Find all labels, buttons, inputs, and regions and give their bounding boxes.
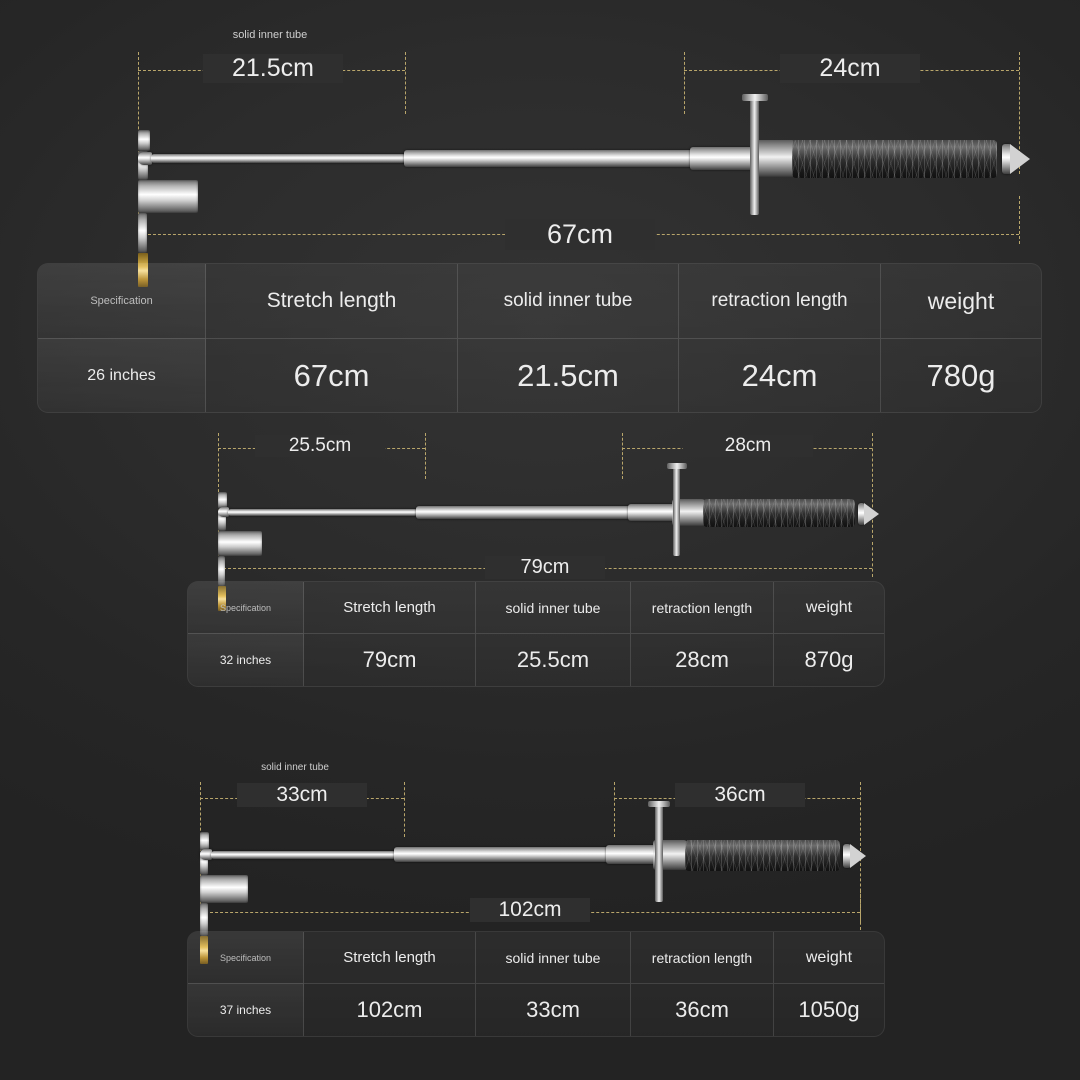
baton-grip-2 <box>703 499 855 527</box>
baton-graphic-26in <box>138 130 1018 205</box>
spec-header-stretch-length-2: Stretch length <box>304 582 476 634</box>
baton-crossguard-vertical-2 <box>673 464 680 556</box>
dim-label-left-1: 21.5cm <box>203 54 343 83</box>
dim-label-right-1: 24cm <box>780 54 920 83</box>
spec-value-weight-1: 780g <box>926 357 996 393</box>
spec-value-weight-3: 1050g <box>798 997 860 1022</box>
dim-tick-right-2a <box>622 433 623 479</box>
baton-point-tip-3 <box>850 844 866 868</box>
spec-table-32in <box>188 582 884 686</box>
baton-point-tip-2 <box>864 503 879 525</box>
baton-grip <box>792 140 997 178</box>
spec-header-retraction-length-1: retraction length <box>679 264 881 339</box>
dim-tick-left-1b <box>405 52 406 114</box>
baton-graphic-32in <box>218 492 873 547</box>
spec-header-stretch-length-3: Stretch length <box>304 932 476 984</box>
baton-crossguard-top <box>742 94 768 101</box>
section-26in <box>0 0 1080 265</box>
dim-label-right-3: 36cm <box>675 783 805 807</box>
baton-mid-tube-2 <box>416 506 631 519</box>
spec-value-retraction-length-3: 36cm <box>631 984 774 1036</box>
spec-value-stretch-length-3: 102cm <box>304 984 476 1036</box>
spec-header-weight-3: weight <box>774 932 884 984</box>
spec-header-specification-3: Specification <box>188 932 304 984</box>
baton-inner-tube-thin <box>151 154 406 163</box>
spec-value-solid-inner-tube-1: 21.5cm <box>458 339 679 412</box>
dim-tick-right-3a <box>614 782 615 837</box>
baton-mid-tube-3 <box>394 847 609 862</box>
baton-crossguard-top-3 <box>648 801 670 807</box>
baton-crossguard-vertical-3 <box>655 802 663 902</box>
baton-knurl-collar-2 <box>138 180 198 213</box>
spec-value-specification-3: 37 inches <box>188 984 304 1036</box>
spec-table-37in <box>188 932 884 1036</box>
spec-header-weight-2: weight <box>774 582 884 634</box>
dim-tick-left-3b <box>404 782 405 837</box>
dim-tick-right-1a <box>684 52 685 114</box>
spec-header-stretch-length-1: Stretch length <box>206 264 458 339</box>
spec-value-retraction-length-2: 28cm <box>631 634 774 686</box>
baton-crossguard-top-2 <box>667 463 687 469</box>
spec-header-retraction-length-3: retraction length <box>631 932 774 984</box>
dim-label-left-2: 25.5cm <box>255 435 385 457</box>
baton-point-tip <box>1010 144 1030 174</box>
spec-value-stretch-length-1: 67cm <box>206 339 458 412</box>
spec-header-solid-inner-tube-3: solid inner tube <box>476 932 631 984</box>
spec-value-weight-2: 870g <box>804 647 854 672</box>
caption-solid-inner-tube-1: solid inner tube <box>232 29 308 41</box>
baton-mid-tube <box>404 150 694 167</box>
dim-tick-total-1b <box>1019 196 1020 244</box>
caption-solid-inner-tube-3: solid inner tube <box>261 762 329 773</box>
spec-value-retraction-length-1: 24cm <box>679 339 881 412</box>
dim-label-total-3: 102cm <box>470 898 590 922</box>
baton-grip-collar-front <box>138 213 147 253</box>
dim-label-total-1: 67cm <box>505 219 655 250</box>
baton-grip-3 <box>685 840 840 871</box>
baton-crossguard-vertical <box>750 95 759 215</box>
spec-header-weight-1: weight <box>881 264 1041 339</box>
spec-table-26in <box>38 264 1041 412</box>
dim-tick-total-3b <box>860 890 861 930</box>
dim-label-total-2: 79cm <box>485 556 605 579</box>
baton-graphic-37in <box>200 832 862 892</box>
spec-header-solid-inner-tube-1: solid inner tube <box>458 264 679 339</box>
section-32in <box>0 420 1080 580</box>
dim-label-right-2: 28cm <box>683 435 813 457</box>
baton-end-cap <box>138 152 152 165</box>
spec-value-solid-inner-tube-3: 33cm <box>476 984 631 1036</box>
baton-collar-mid <box>138 130 150 151</box>
dim-tick-left-2b <box>425 433 426 479</box>
spec-header-specification-1: Specification <box>38 264 206 339</box>
spec-header-specification-2: Specification <box>188 582 304 634</box>
baton-inner-tube-thin-2 <box>228 509 418 516</box>
section-37in <box>0 750 1080 930</box>
baton-inner-tube-thin-3 <box>211 851 396 859</box>
dim-tick-total-2b <box>872 542 873 577</box>
spec-value-stretch-length-2: 79cm <box>304 634 476 686</box>
spec-value-solid-inner-tube-2: 25.5cm <box>476 634 631 686</box>
baton-knurl-collar-2b <box>218 531 262 556</box>
spec-header-retraction-length-2: retraction length <box>631 582 774 634</box>
spec-header-solid-inner-tube-2: solid inner tube <box>476 582 631 634</box>
dim-label-left-3: 33cm <box>237 783 367 807</box>
baton-knurl-collar-3b <box>200 875 248 903</box>
spec-value-specification-1: 26 inches <box>38 339 206 412</box>
spec-value-specification-2: 32 inches <box>188 634 304 686</box>
